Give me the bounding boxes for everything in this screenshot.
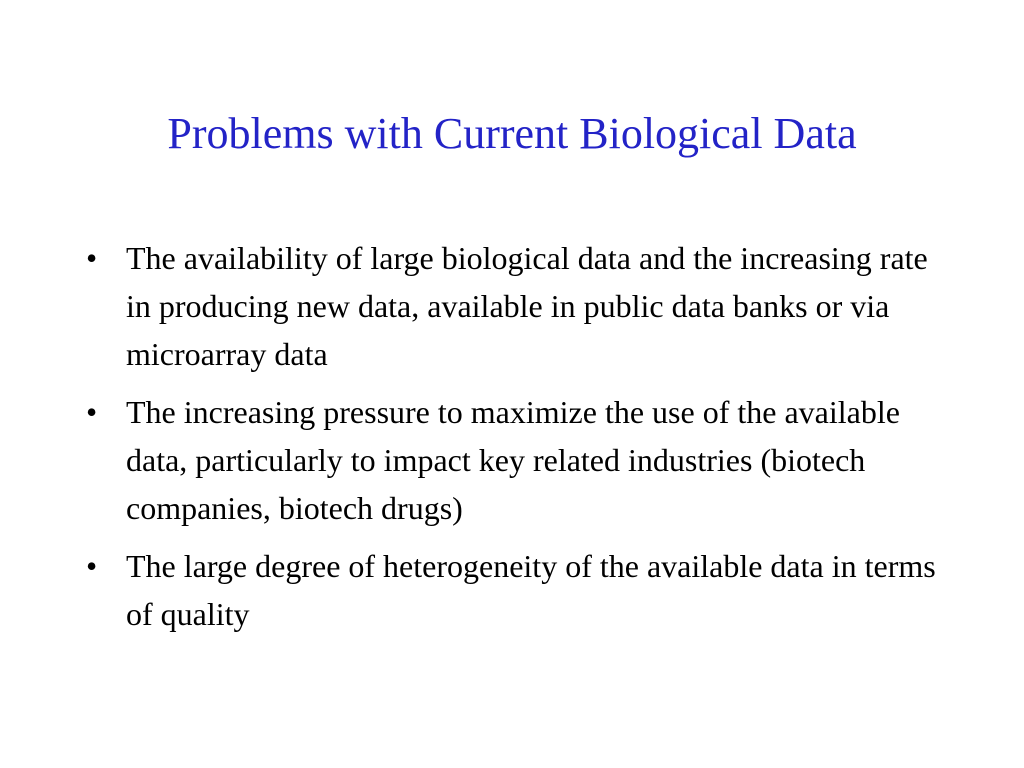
bullet-list: [86, 234, 956, 648]
bullet-item-pressure: [86, 388, 956, 532]
bullet-item-heterogeneity: [86, 542, 956, 638]
bullet-text: The large degree of heterogeneity of the available data in terms of quality: [126, 548, 936, 632]
bullet-text: The availability of large biological data and the increasing rate in producing new data, available in public data banks or via microarray data: [126, 240, 928, 372]
bullet-item-availability: [86, 234, 956, 378]
bullet-point-icon: •: [86, 394, 98, 430]
slide-title: Problems with Current Biological Data: [167, 109, 857, 158]
bullet-point-icon: •: [86, 548, 98, 584]
bullet-text: The increasing pressure to maximize the use of the available data, particularly to impact key related industries (biotech companies, biotech drugs): [126, 394, 900, 526]
bullet-point-icon: •: [86, 240, 98, 276]
